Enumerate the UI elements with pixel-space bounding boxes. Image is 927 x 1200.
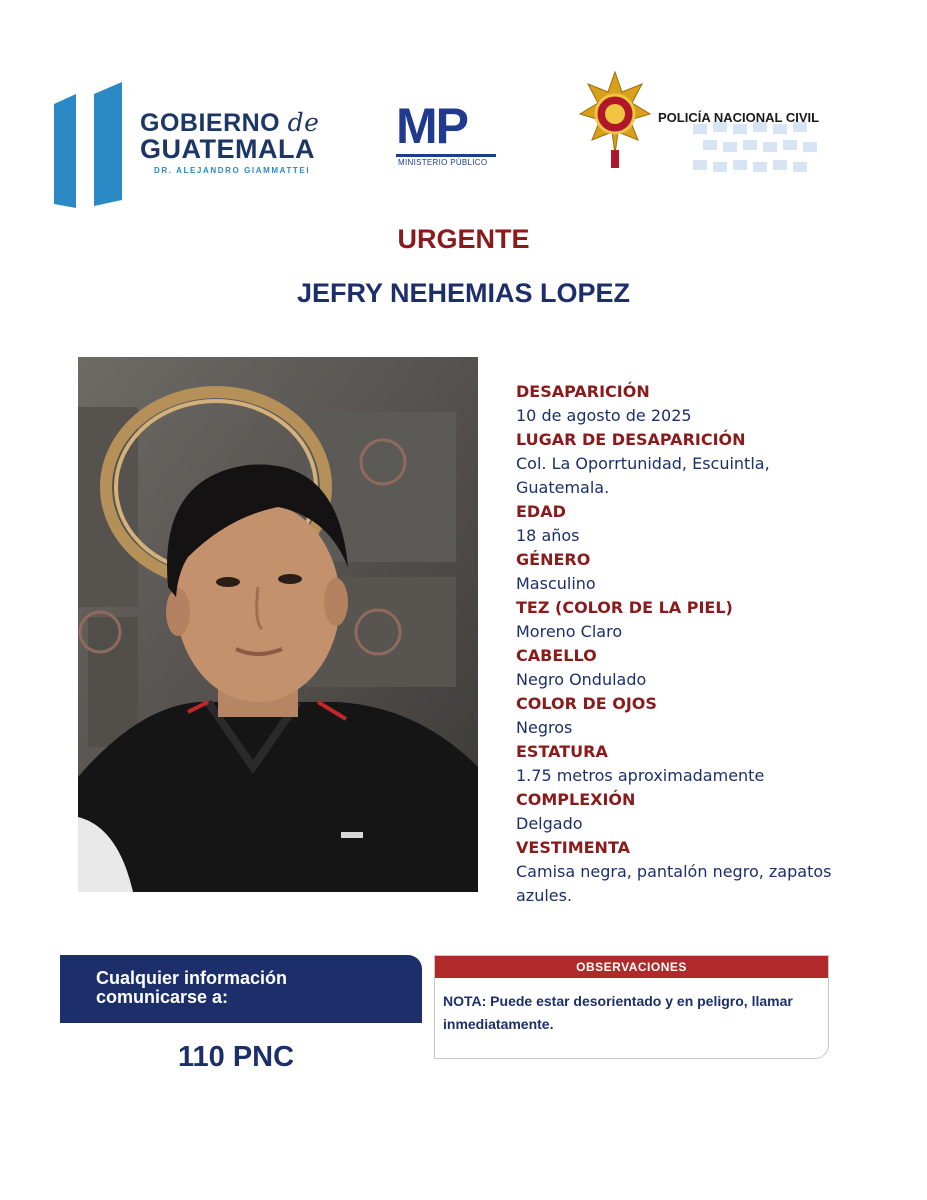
detail-value-estatura: 1.75 metros aproximadamente [516, 766, 765, 785]
contact-line1: Cualquier información [96, 968, 288, 988]
pnc-name: POLICÍA NACIONAL CIVIL [658, 110, 820, 125]
detail-value-desaparicion: 10 de agosto de 2025 [516, 406, 692, 425]
detail-label-complexion: COMPLEXIÓN [516, 790, 636, 809]
gobierno-subtitle: DR. ALEJANDRO GIAMMATTEI [154, 166, 311, 175]
detail-label-estatura: ESTATURA [516, 742, 608, 761]
contact-panel [60, 955, 422, 1023]
contact-text [96, 969, 287, 1007]
detail-label-lugar: LUGAR DE DESAPARICIÓN [516, 430, 746, 449]
detail-label-desaparicion: DESAPARICIÓN [516, 382, 650, 401]
detail-value-tez: Moreno Claro [516, 622, 623, 641]
urgent-title: URGENTE [397, 224, 530, 254]
detail-label-tez: TEZ (COLOR DE LA PIEL) [516, 598, 733, 617]
missing-person-name: JEFRY NEHEMIAS LOPEZ [296, 278, 631, 308]
policia-nacional-civil-logo [578, 70, 826, 190]
detail-label-cabello: CABELLO [516, 646, 597, 665]
person-portrait-illustration [78, 357, 478, 892]
missing-person-details [516, 380, 846, 908]
ministerio-publico-logo [394, 98, 504, 172]
mp-underline [396, 154, 496, 157]
gobierno-guatemala-logo [54, 82, 344, 208]
missing-person-photo [78, 357, 478, 892]
detail-label-genero: GÉNERO [516, 550, 591, 569]
detail-value-complexion: Delgado [516, 814, 583, 833]
gobierno-line2: GUATEMALA [140, 134, 315, 164]
detail-label-edad: EDAD [516, 502, 566, 521]
detail-value-lugar: Col. La Oporrtunidad, Escuintla, Guatemala. [516, 454, 770, 497]
observations-panel [434, 955, 829, 1059]
mp-letters: MP [396, 98, 467, 154]
detail-label-color-ojos: COLOR DE OJOS [516, 694, 657, 713]
detail-value-color-ojos: Negros [516, 718, 573, 737]
detail-value-edad: 18 años [516, 526, 580, 545]
contact-phone: 110 PNC [178, 1041, 295, 1073]
pnc-badge-icon [578, 70, 652, 170]
mp-subtitle: MINISTERIO PÚBLICO [398, 158, 488, 167]
gobierno-line1: GOBIERNO de [140, 108, 320, 137]
observations-header: OBSERVACIONES [435, 956, 828, 978]
detail-value-genero: Masculino [516, 574, 596, 593]
detail-value-vestimenta: Camisa negra, pantalón negro, zapatos azules. [516, 862, 832, 905]
detail-label-vestimenta: VESTIMENTA [516, 838, 630, 857]
detail-value-cabello: Negro Ondulado [516, 670, 647, 689]
gobierno-bars-icon [54, 82, 124, 208]
contact-line2: comunicarse a: [96, 987, 229, 1007]
observations-note: NOTA: Puede estar desorientado y en peligro, llamar inmediatamente. [443, 993, 793, 1032]
pnc-pattern-graphic [683, 118, 823, 186]
